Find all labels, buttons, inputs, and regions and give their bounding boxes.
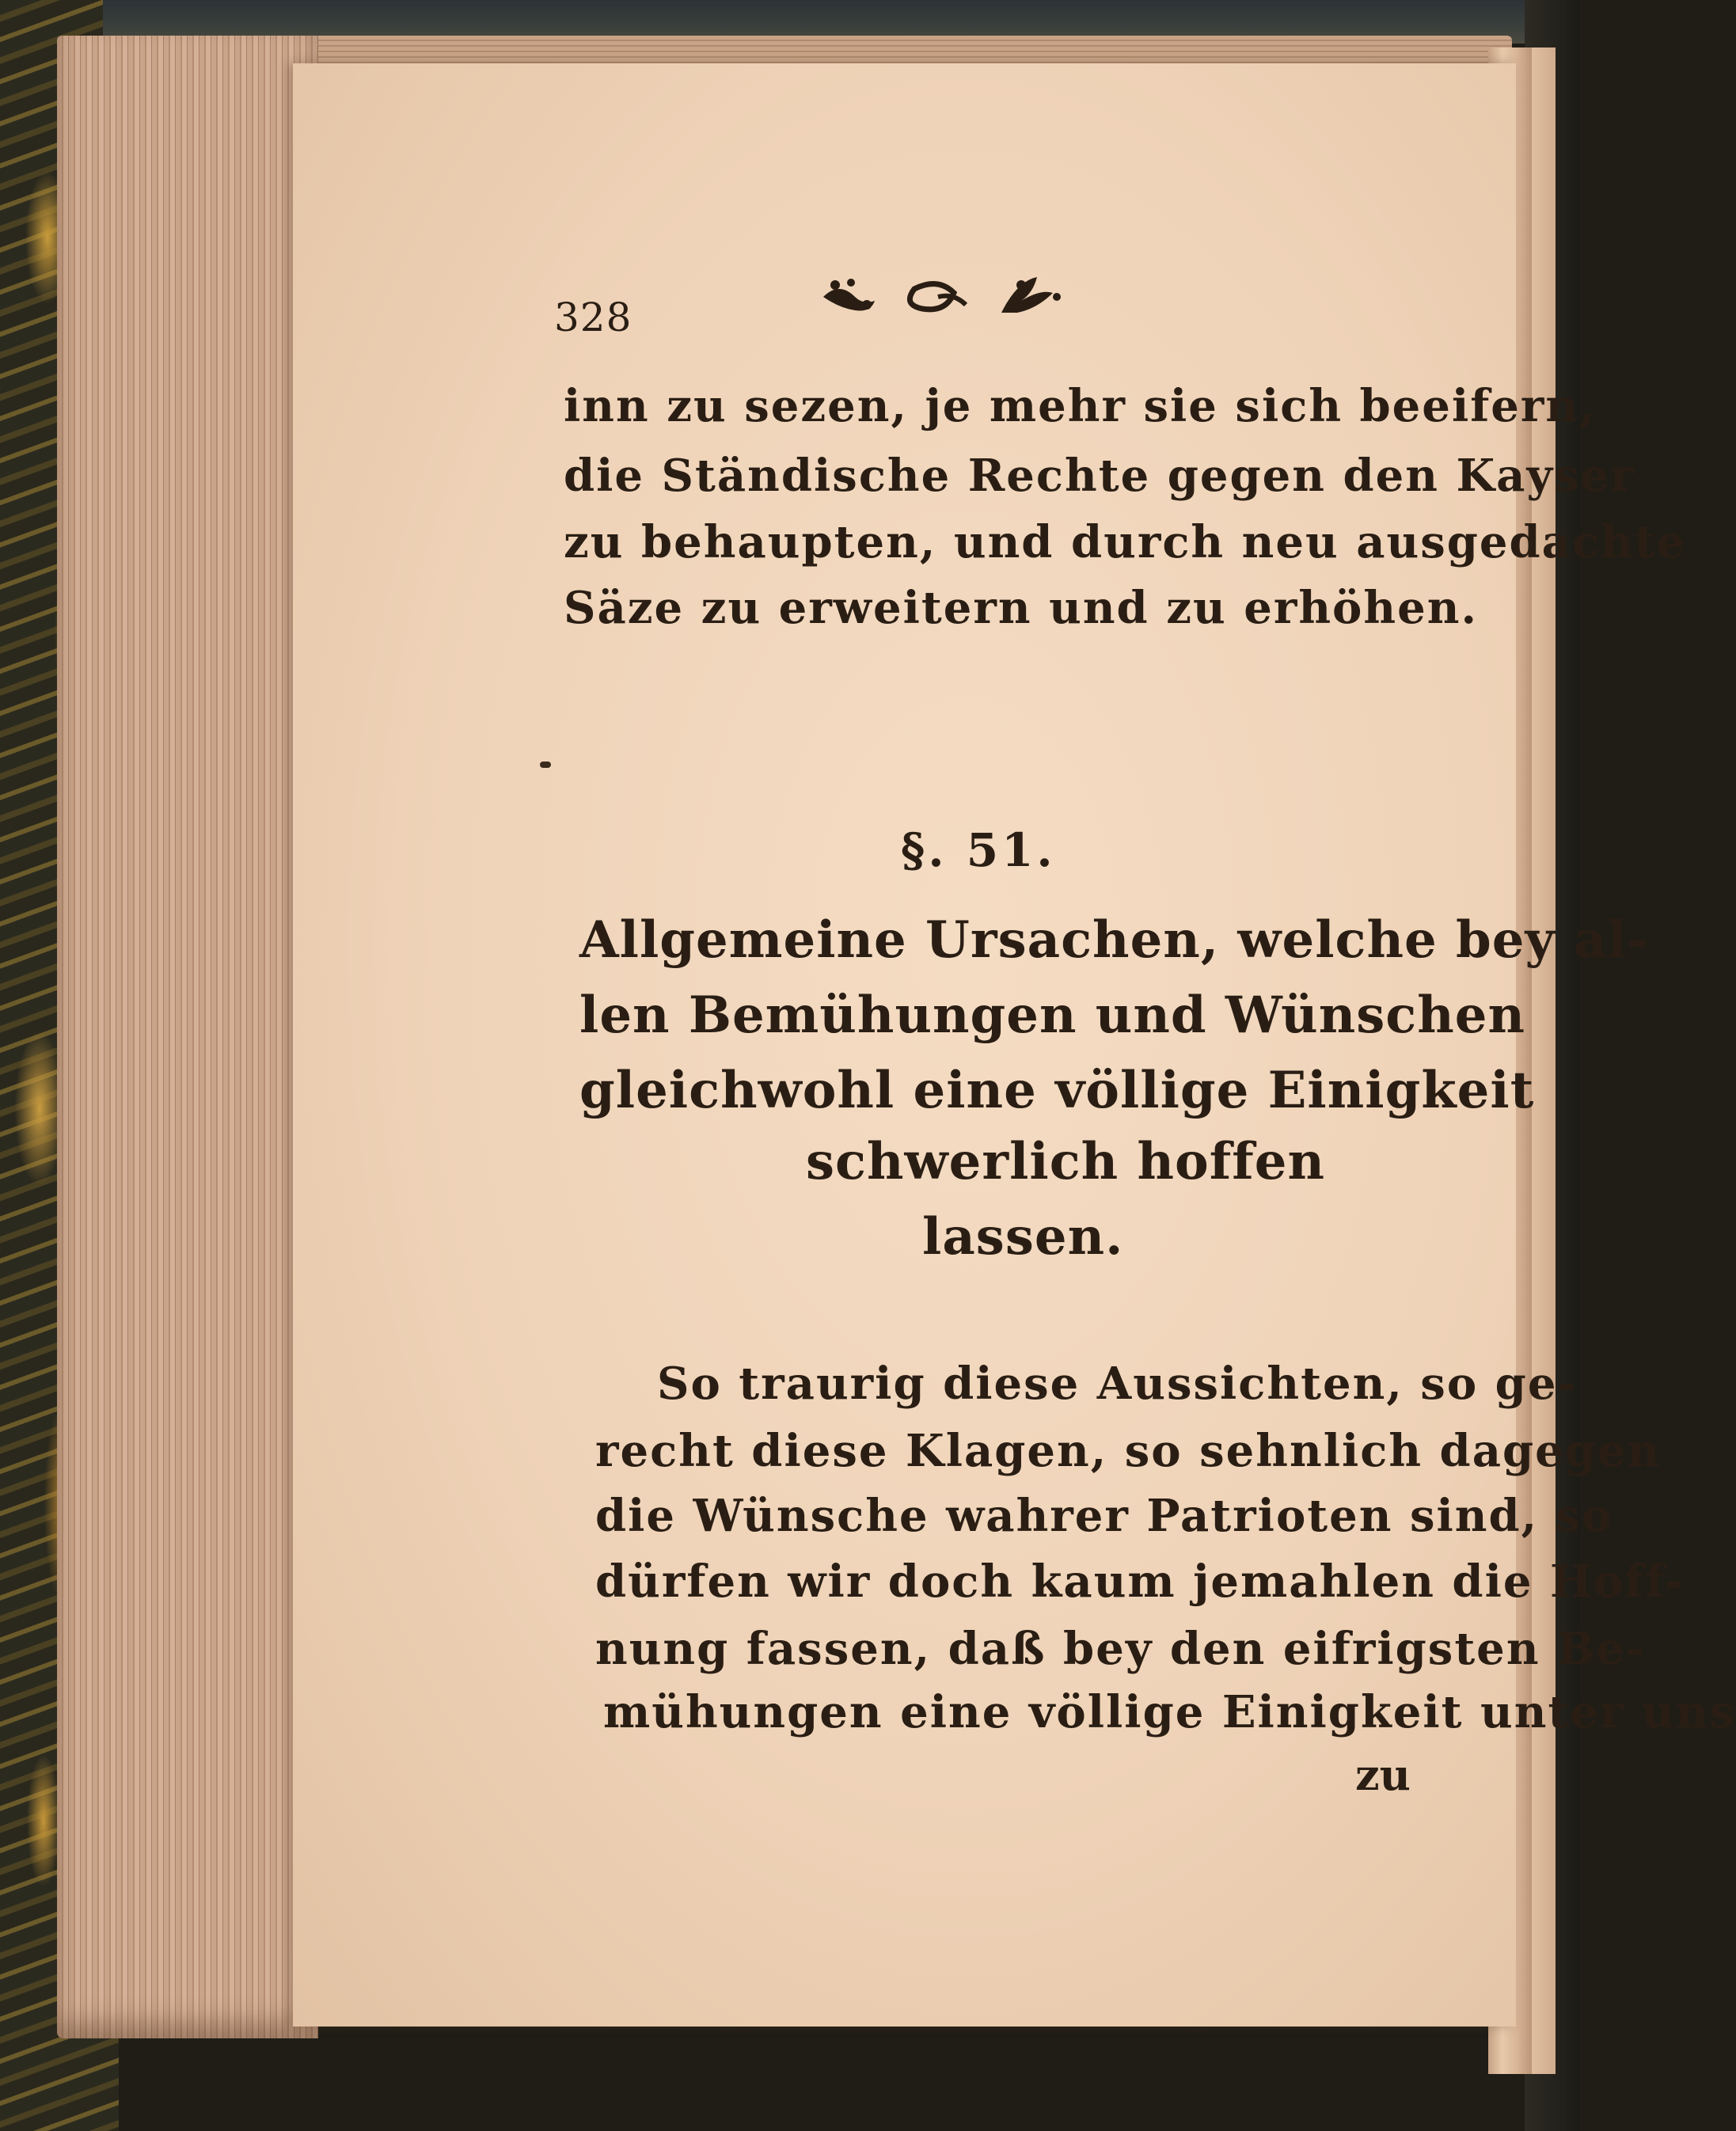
text-line: die Ständische Rechte gegen den Kayser [564,450,1635,502]
ink-speck [540,762,551,768]
section-heading-line: schwerlich hoffen [806,1132,1325,1191]
text-line: dürfen wir doch kaum jemahlen die Hoff- [595,1556,1685,1608]
fleuron-ornament-icon [819,273,1073,329]
text-line: inn zu sezen, je mehr sie sich beeifern, [564,380,1597,432]
section-heading-line: lassen. [922,1207,1124,1267]
text-line: Säze zu erweitern und zu erhöhen. [564,582,1478,634]
page-number: 328 [554,294,632,340]
text-line: zu behaupten, und durch neu ausgedachte [564,516,1687,568]
text-line: So traurig diese Aussichten, so ge- [657,1358,1578,1410]
text-line: mühungen eine völlige Einigkeit unter uns [603,1686,1736,1738]
section-heading-line: len Bemühungen und Wünschen [579,986,1525,1045]
section-number: §. 51. [901,823,1056,877]
text-line: recht diese Klagen, so sehnlich dagegen [595,1425,1662,1477]
section-heading-line: gleichwohl eine völlige Einigkeit [579,1061,1535,1120]
catchword: zu [1355,1749,1411,1800]
page-stack-edges [57,36,318,2038]
section-heading-line: Allgemeine Ursachen, welche bey al- [579,910,1650,970]
text-line: nung fassen, daß bey den eifrigsten Be- [595,1623,1647,1675]
facing-page-edge [1532,47,1556,2074]
text-line: die Wünsche wahrer Patrioten sind, so [595,1490,1613,1542]
